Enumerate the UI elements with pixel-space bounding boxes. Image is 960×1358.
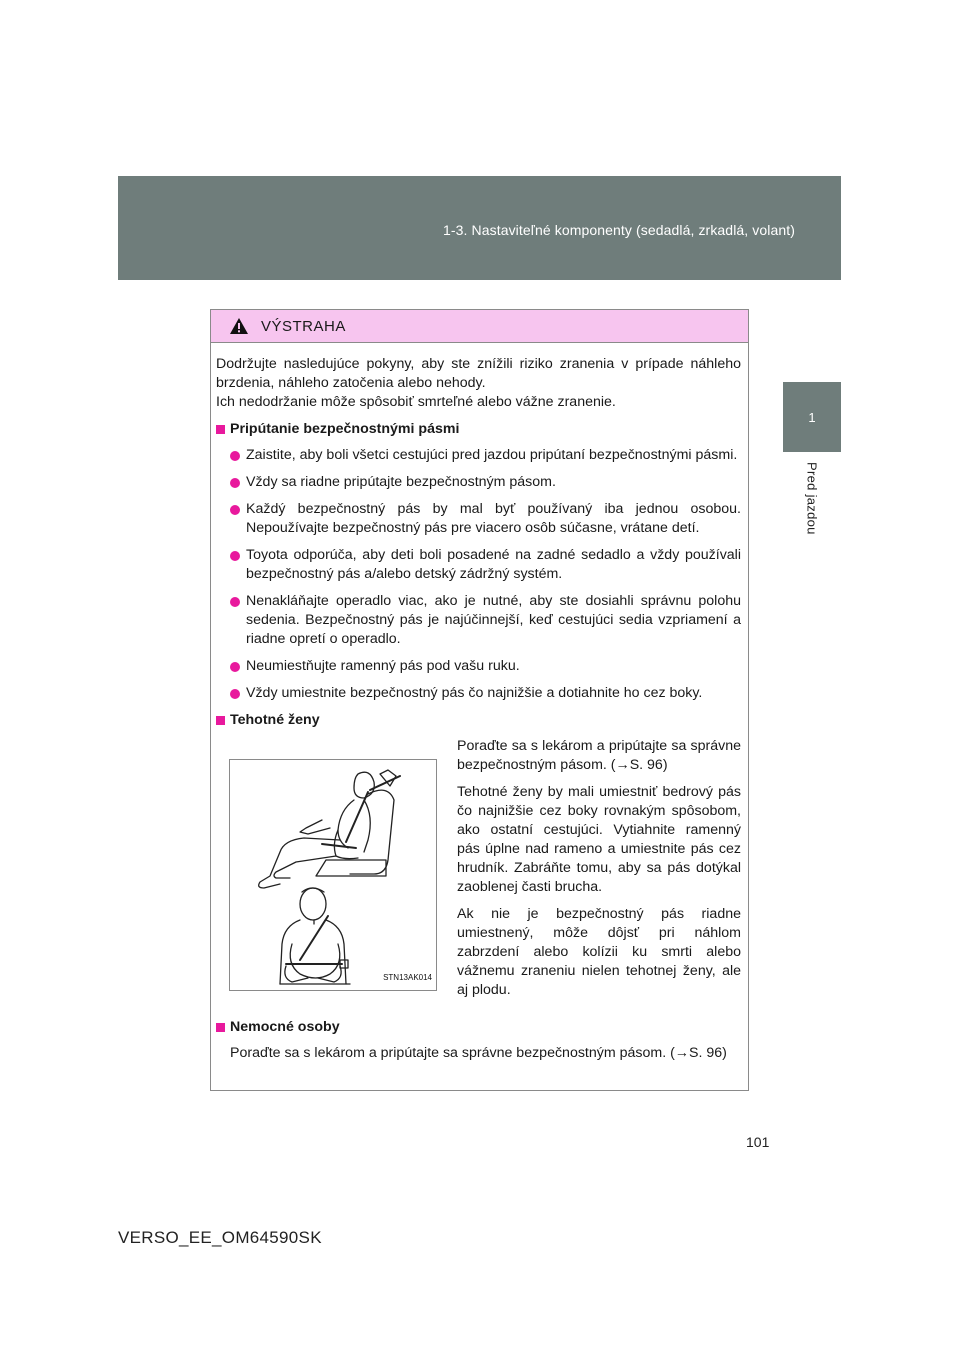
sick-persons-text: Poraďte sa s lekárom a pripútajte sa správne bezpečnostným pásom. (→S. 96) (230, 1045, 727, 1061)
list-item (216, 546, 741, 584)
list-item (216, 592, 741, 649)
round-bullet-icon (230, 597, 240, 607)
round-bullet-icon (230, 662, 240, 672)
pregnant-text (457, 737, 741, 1008)
warning-header (211, 310, 748, 343)
pregnant-paragraph: Poraďte sa s lekárom a pripútajte sa správne bezpečnostným pásom. (→S. 96) (457, 738, 741, 773)
round-bullet-icon (230, 505, 240, 515)
round-bullet-icon (230, 689, 240, 699)
section-heading-text: Nemocné osoby (230, 1019, 340, 1035)
chapter-label (782, 462, 842, 562)
round-bullet-icon (230, 478, 240, 488)
list-item-text: Nenakláňajte operadlo viac, ako je nutné, aby ste dosiahli správnu polohu sedenia. Bezpečnostný pás je najúčinnejší, keď cestujúci sedia vzpriamení a riadne opretí o operadlo. (246, 593, 741, 647)
pregnant-woman-seatbelt-icon (230, 760, 436, 990)
square-bullet-icon (216, 1023, 225, 1032)
square-bullet-icon (216, 716, 225, 725)
section-heading-text: Tehotné ženy (230, 712, 320, 728)
section-heading-sick (216, 1018, 741, 1037)
chapter-number: 1 (808, 409, 816, 425)
list-item (216, 500, 741, 538)
square-bullet-icon (216, 425, 225, 434)
pregnant-section (216, 737, 741, 1008)
header-band (118, 176, 841, 280)
list-item (216, 473, 741, 492)
list-item-text: Každý bezpečnostný pás by mal byť používaný iba jednou osobou. Nepoužívajte bezpečnostný pás pre viacero osôb súčasne, vrátane detí. (246, 501, 741, 536)
list-item-text: Neumiestňujte ramenný pás pod vašu ruku. (246, 658, 520, 674)
pregnant-paragraph: Ak nie je bezpečnostný pás riadne umiestnený, môže dôjsť pri náhlom zabrzdení alebo kolízii ku smrti alebo vážnemu zraneniu nielen tehotnej ženy, ale aj plodu. (457, 906, 741, 998)
illustration-code: STN13AK014 (383, 973, 432, 982)
section-title: 1-3. Nastaviteľné komponenty (sedadlá, zrkadlá, volant) (443, 222, 795, 238)
section-heading-text: Pripútanie bezpečnostnými pásmi (230, 421, 460, 437)
warning-triangle-icon (229, 317, 249, 335)
warning-intro: Dodržujte nasledujúce pokyny, aby ste znížili riziko zranenia v prípade náhleho brzdenia, náhleho zatočenia alebo nehody. (216, 356, 741, 391)
pregnant-paragraph: Tehotné ženy by mali umiestniť bedrový pás čo najnižšie cez boky rovnakým spôsobom, ako ostatní cestujúci. Vytiahnite ramenný pás úplne nad rameno a umiestnite pás cez hrudník. Zabráňte tomu, aby sa pás dotýkal zaoblenej časti brucha. (457, 784, 741, 895)
chapter-tab (783, 382, 841, 452)
section-heading-seatbelts (216, 420, 741, 439)
round-bullet-icon (230, 451, 240, 461)
document-code: VERSO_EE_OM64590SK (118, 1228, 322, 1247)
section-heading-pregnant (216, 711, 741, 730)
list-item-text: Vždy sa riadne pripútajte bezpečnostným pásom. (246, 474, 556, 490)
warning-intro-2: Ich nedodržanie môže spôsobiť smrteľné alebo vážne zranenie. (216, 394, 616, 410)
list-item-text: Toyota odporúča, aby deti boli posadené na zadné sedadlo a vždy používali bezpečnostný pás a/alebo detský zádržný systém. (246, 547, 741, 582)
list-item (216, 657, 741, 676)
list-item (216, 446, 741, 465)
list-item-text: Zaistite, aby boli všetci cestujúci pred jazdou pripútaní bezpečnostnými pásmi. (246, 447, 738, 463)
warning-box (210, 309, 749, 1091)
round-bullet-icon (230, 551, 240, 561)
list-item (216, 684, 741, 703)
warning-title: VÝSTRAHA (261, 317, 346, 335)
list-item-text: Vždy umiestnite bezpečnostný pás čo najnižšie a dotiahnite ho cez boky. (246, 685, 703, 701)
pregnant-seatbelt-illustration (229, 759, 437, 991)
chapter-label-text: Pred jazdou (804, 462, 820, 535)
page-number: 101 (746, 1134, 770, 1150)
warning-body (211, 343, 748, 1063)
